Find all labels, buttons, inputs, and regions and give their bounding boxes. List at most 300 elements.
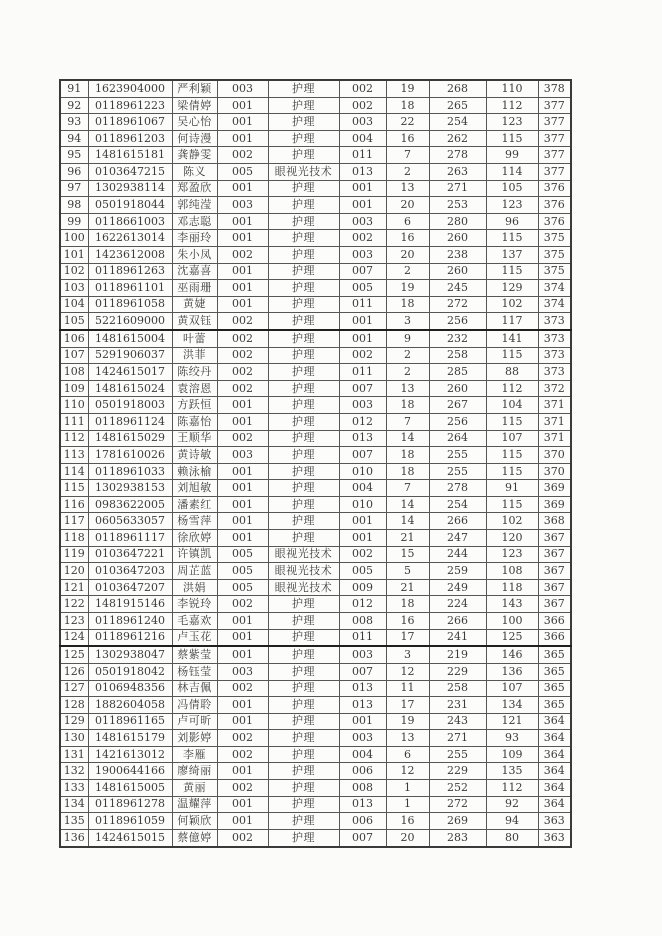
total-cell: 375 [538, 263, 571, 280]
table-row [60, 779, 571, 796]
major-cell: 护理 [268, 246, 339, 263]
score-cell: 241 [429, 629, 486, 646]
code-cell: 001 [217, 213, 268, 230]
table-row [60, 746, 571, 763]
name-cell: 徐欣婷 [172, 530, 217, 547]
score-cell: 238 [429, 246, 486, 263]
score-cell: 271 [429, 180, 486, 197]
major-cell: 护理 [268, 430, 339, 447]
major-cell: 护理 [268, 713, 339, 730]
code-cell: 001 [217, 296, 268, 313]
major-cell: 护理 [268, 629, 339, 646]
class-cell: 007 [339, 447, 386, 464]
score-cell: 253 [429, 197, 486, 214]
name-cell: 吴心怡 [172, 114, 217, 131]
seq-cell: 101 [60, 246, 88, 263]
id-cell: 0118961165 [88, 713, 172, 730]
score-cell: 258 [429, 347, 486, 364]
num-cell: 13 [386, 180, 429, 197]
id-cell: 1481915146 [88, 596, 172, 613]
total-cell: 364 [538, 763, 571, 780]
class-cell: 008 [339, 612, 386, 629]
score-cell: 102 [486, 296, 538, 313]
code-cell: 005 [217, 546, 268, 563]
seq-cell: 94 [60, 130, 88, 147]
name-cell: 毛嘉欢 [172, 612, 217, 629]
seq-cell: 120 [60, 563, 88, 580]
id-cell: 0118961117 [88, 530, 172, 547]
class-cell: 006 [339, 813, 386, 830]
table-row [60, 563, 571, 580]
major-cell: 护理 [268, 496, 339, 513]
id-cell: 0118961203 [88, 130, 172, 147]
class-cell: 003 [339, 213, 386, 230]
code-cell: 001 [217, 130, 268, 147]
class-cell: 001 [339, 530, 386, 547]
num-cell: 14 [386, 496, 429, 513]
class-cell: 006 [339, 763, 386, 780]
id-cell: 0118961067 [88, 114, 172, 131]
table-row [60, 513, 571, 530]
seq-cell: 113 [60, 447, 88, 464]
table-row [60, 829, 571, 847]
id-cell: 0118961240 [88, 612, 172, 629]
total-cell: 377 [538, 130, 571, 147]
score-cell: 255 [429, 447, 486, 464]
class-cell: 001 [339, 513, 386, 530]
id-cell: 0103647215 [88, 164, 172, 181]
class-cell: 010 [339, 463, 386, 480]
total-cell: 364 [538, 796, 571, 813]
major-cell: 护理 [268, 763, 339, 780]
seq-cell: 127 [60, 680, 88, 697]
code-cell: 001 [217, 480, 268, 497]
total-cell: 374 [538, 280, 571, 297]
score-cell: 112 [486, 97, 538, 114]
name-cell: 刘旭敏 [172, 480, 217, 497]
score-cell: 109 [486, 746, 538, 763]
id-cell: 1481615179 [88, 730, 172, 747]
score-cell: 100 [486, 612, 538, 629]
id-cell: 1882604058 [88, 697, 172, 714]
table-row [60, 347, 571, 364]
num-cell: 6 [386, 746, 429, 763]
score-cell: 247 [429, 530, 486, 547]
score-cell: 135 [486, 763, 538, 780]
score-cell: 263 [429, 164, 486, 181]
seq-cell: 109 [60, 380, 88, 397]
total-cell: 376 [538, 197, 571, 214]
score-cell: 115 [486, 230, 538, 247]
table-row [60, 646, 571, 663]
id-cell: 1421613012 [88, 746, 172, 763]
id-cell: 1781610026 [88, 447, 172, 464]
num-cell: 20 [386, 197, 429, 214]
score-cell: 231 [429, 697, 486, 714]
score-cell: 117 [486, 313, 538, 330]
name-cell: 潘素红 [172, 496, 217, 513]
score-cell: 105 [486, 180, 538, 197]
code-cell: 001 [217, 413, 268, 430]
name-cell: 巫雨珊 [172, 280, 217, 297]
score-cell: 108 [486, 563, 538, 580]
score-cell: 115 [486, 413, 538, 430]
id-cell: 1424615017 [88, 364, 172, 381]
num-cell: 18 [386, 447, 429, 464]
name-cell: 王顺华 [172, 430, 217, 447]
seq-cell: 100 [60, 230, 88, 247]
code-cell: 002 [217, 596, 268, 613]
major-cell: 护理 [268, 280, 339, 297]
id-cell: 0605633057 [88, 513, 172, 530]
name-cell: 邓志聪 [172, 213, 217, 230]
score-cell: 112 [486, 779, 538, 796]
major-cell: 护理 [268, 530, 339, 547]
table-row [60, 114, 571, 131]
score-cell: 260 [429, 230, 486, 247]
table-body [60, 80, 571, 847]
name-cell: 周芷蓝 [172, 563, 217, 580]
major-cell: 护理 [268, 447, 339, 464]
total-cell: 365 [538, 680, 571, 697]
num-cell: 16 [386, 230, 429, 247]
class-cell: 001 [339, 197, 386, 214]
score-cell: 115 [486, 447, 538, 464]
score-cell: 114 [486, 164, 538, 181]
seq-cell: 108 [60, 364, 88, 381]
num-cell: 3 [386, 313, 429, 330]
table-row [60, 130, 571, 147]
seq-cell: 99 [60, 213, 88, 230]
table-row [60, 480, 571, 497]
table-row [60, 813, 571, 830]
score-cell: 268 [429, 80, 486, 97]
seq-cell: 98 [60, 197, 88, 214]
table-row [60, 180, 571, 197]
num-cell: 9 [386, 330, 429, 347]
score-cell: 252 [429, 779, 486, 796]
seq-cell: 96 [60, 164, 88, 181]
id-cell: 1302938047 [88, 646, 172, 663]
name-cell: 冯倩聆 [172, 697, 217, 714]
code-cell: 002 [217, 246, 268, 263]
class-cell: 008 [339, 779, 386, 796]
score-cell: 278 [429, 480, 486, 497]
id-cell: 1302938153 [88, 480, 172, 497]
score-cell: 125 [486, 629, 538, 646]
num-cell: 18 [386, 463, 429, 480]
seq-cell: 116 [60, 496, 88, 513]
major-cell: 护理 [268, 779, 339, 796]
table-row [60, 147, 571, 164]
score-cell: 99 [486, 147, 538, 164]
score-cell: 107 [486, 430, 538, 447]
code-cell: 005 [217, 164, 268, 181]
name-cell: 方跃恒 [172, 397, 217, 414]
class-cell: 001 [339, 330, 386, 347]
name-cell: 杨钰莹 [172, 663, 217, 680]
table-row [60, 164, 571, 181]
id-cell: 0983622005 [88, 496, 172, 513]
name-cell: 黄双钰 [172, 313, 217, 330]
score-cell: 254 [429, 496, 486, 513]
total-cell: 369 [538, 496, 571, 513]
id-cell: 0501918042 [88, 663, 172, 680]
major-cell: 护理 [268, 480, 339, 497]
num-cell: 1 [386, 779, 429, 796]
score-cell: 123 [486, 197, 538, 214]
major-cell: 护理 [268, 197, 339, 214]
seq-cell: 103 [60, 280, 88, 297]
score-cell: 255 [429, 746, 486, 763]
seq-cell: 93 [60, 114, 88, 131]
id-cell: 1623904000 [88, 80, 172, 97]
score-cell: 143 [486, 596, 538, 613]
score-cell: 92 [486, 796, 538, 813]
major-cell: 护理 [268, 80, 339, 97]
total-cell: 368 [538, 513, 571, 530]
total-cell: 364 [538, 713, 571, 730]
class-cell: 011 [339, 296, 386, 313]
total-cell: 370 [538, 447, 571, 464]
seq-cell: 114 [60, 463, 88, 480]
score-cell: 262 [429, 130, 486, 147]
total-cell: 378 [538, 80, 571, 97]
total-cell: 377 [538, 164, 571, 181]
num-cell: 13 [386, 730, 429, 747]
num-cell: 21 [386, 530, 429, 547]
num-cell: 2 [386, 263, 429, 280]
name-cell: 刘影婷 [172, 730, 217, 747]
code-cell: 001 [217, 629, 268, 646]
total-cell: 371 [538, 397, 571, 414]
seq-cell: 133 [60, 779, 88, 796]
major-cell: 护理 [268, 813, 339, 830]
class-cell: 007 [339, 380, 386, 397]
class-cell: 002 [339, 230, 386, 247]
major-cell: 护理 [268, 829, 339, 847]
score-cell: 267 [429, 397, 486, 414]
table-row [60, 263, 571, 280]
class-cell: 002 [339, 546, 386, 563]
name-cell: 黄诗敏 [172, 447, 217, 464]
score-cell: 244 [429, 546, 486, 563]
table-row [60, 430, 571, 447]
major-cell: 护理 [268, 213, 339, 230]
id-cell: 0501918003 [88, 397, 172, 414]
score-cell: 280 [429, 213, 486, 230]
seq-cell: 135 [60, 813, 88, 830]
class-cell: 011 [339, 147, 386, 164]
total-cell: 367 [538, 563, 571, 580]
name-cell: 卢玉花 [172, 629, 217, 646]
name-cell: 龚静雯 [172, 147, 217, 164]
score-cell: 93 [486, 730, 538, 747]
seq-cell: 111 [60, 413, 88, 430]
seq-cell: 121 [60, 579, 88, 596]
total-cell: 367 [538, 546, 571, 563]
num-cell: 19 [386, 713, 429, 730]
major-cell: 护理 [268, 646, 339, 663]
table-row [60, 530, 571, 547]
major-cell: 护理 [268, 263, 339, 280]
major-cell: 眼视光技术 [268, 563, 339, 580]
code-cell: 001 [217, 496, 268, 513]
table-row [60, 364, 571, 381]
code-cell: 001 [217, 97, 268, 114]
score-cell: 121 [486, 713, 538, 730]
class-cell: 001 [339, 313, 386, 330]
seq-cell: 92 [60, 97, 88, 114]
seq-cell: 125 [60, 646, 88, 663]
table-row [60, 612, 571, 629]
score-cell: 104 [486, 397, 538, 414]
major-cell: 护理 [268, 114, 339, 131]
code-cell: 002 [217, 430, 268, 447]
code-cell: 001 [217, 697, 268, 714]
code-cell: 001 [217, 463, 268, 480]
class-cell: 013 [339, 796, 386, 813]
seq-cell: 106 [60, 330, 88, 347]
num-cell: 12 [386, 763, 429, 780]
num-cell: 16 [386, 612, 429, 629]
score-cell: 283 [429, 829, 486, 847]
table-row [60, 629, 571, 646]
code-cell: 001 [217, 397, 268, 414]
num-cell: 3 [386, 646, 429, 663]
total-cell: 366 [538, 629, 571, 646]
score-cell: 229 [429, 763, 486, 780]
code-cell: 002 [217, 779, 268, 796]
major-cell: 护理 [268, 97, 339, 114]
table-row [60, 447, 571, 464]
major-cell: 护理 [268, 347, 339, 364]
major-cell: 护理 [268, 697, 339, 714]
code-cell: 002 [217, 680, 268, 697]
table-row [60, 730, 571, 747]
class-cell: 002 [339, 347, 386, 364]
name-cell: 郭纯滢 [172, 197, 217, 214]
score-cell: 129 [486, 280, 538, 297]
score-cell: 255 [429, 463, 486, 480]
table-row [60, 197, 571, 214]
code-cell: 003 [217, 197, 268, 214]
table-row [60, 380, 571, 397]
class-cell: 013 [339, 164, 386, 181]
name-cell: 廖绮丽 [172, 763, 217, 780]
total-cell: 365 [538, 697, 571, 714]
score-cell: 258 [429, 680, 486, 697]
seq-cell: 134 [60, 796, 88, 813]
score-cell: 115 [486, 496, 538, 513]
seq-cell: 115 [60, 480, 88, 497]
score-cell: 256 [429, 313, 486, 330]
score-cell: 120 [486, 530, 538, 547]
total-cell: 371 [538, 413, 571, 430]
code-cell: 001 [217, 813, 268, 830]
score-cell: 256 [429, 413, 486, 430]
id-cell: 1481615005 [88, 779, 172, 796]
score-cell: 123 [486, 546, 538, 563]
id-cell: 0118661003 [88, 213, 172, 230]
code-cell: 001 [217, 280, 268, 297]
seq-cell: 123 [60, 612, 88, 629]
id-cell: 1423612008 [88, 246, 172, 263]
major-cell: 护理 [268, 730, 339, 747]
code-cell: 002 [217, 380, 268, 397]
num-cell: 22 [386, 114, 429, 131]
num-cell: 6 [386, 213, 429, 230]
class-cell: 003 [339, 246, 386, 263]
code-cell: 002 [217, 730, 268, 747]
total-cell: 374 [538, 296, 571, 313]
total-cell: 377 [538, 97, 571, 114]
code-cell: 003 [217, 663, 268, 680]
name-cell: 梁倩婷 [172, 97, 217, 114]
table-row [60, 413, 571, 430]
num-cell: 14 [386, 513, 429, 530]
name-cell: 沈嘉喜 [172, 263, 217, 280]
score-cell: 224 [429, 596, 486, 613]
score-cell: 266 [429, 612, 486, 629]
major-cell: 护理 [268, 612, 339, 629]
id-cell: 1900644166 [88, 763, 172, 780]
name-cell: 洪娟 [172, 579, 217, 596]
score-cell: 134 [486, 697, 538, 714]
major-cell: 护理 [268, 180, 339, 197]
num-cell: 20 [386, 829, 429, 847]
code-cell: 005 [217, 563, 268, 580]
name-cell: 何颖欣 [172, 813, 217, 830]
num-cell: 18 [386, 596, 429, 613]
score-cell: 107 [486, 680, 538, 697]
class-cell: 013 [339, 697, 386, 714]
id-cell: 1622613014 [88, 230, 172, 247]
score-cell: 259 [429, 563, 486, 580]
table-row [60, 397, 571, 414]
score-cell: 278 [429, 147, 486, 164]
name-cell: 陈义 [172, 164, 217, 181]
seq-cell: 118 [60, 530, 88, 547]
major-cell: 护理 [268, 130, 339, 147]
num-cell: 13 [386, 380, 429, 397]
score-cell: 272 [429, 796, 486, 813]
num-cell: 15 [386, 546, 429, 563]
major-cell: 眼视光技术 [268, 579, 339, 596]
num-cell: 2 [386, 364, 429, 381]
num-cell: 17 [386, 629, 429, 646]
total-cell: 376 [538, 180, 571, 197]
code-cell: 001 [217, 180, 268, 197]
seq-cell: 128 [60, 697, 88, 714]
score-cell: 243 [429, 713, 486, 730]
seq-cell: 136 [60, 829, 88, 847]
seq-cell: 91 [60, 80, 88, 97]
total-cell: 367 [538, 579, 571, 596]
name-cell: 蔡億婷 [172, 829, 217, 847]
code-cell: 001 [217, 114, 268, 131]
code-cell: 002 [217, 147, 268, 164]
num-cell: 18 [386, 397, 429, 414]
total-cell: 365 [538, 663, 571, 680]
major-cell: 护理 [268, 663, 339, 680]
code-cell: 001 [217, 612, 268, 629]
class-cell: 001 [339, 180, 386, 197]
score-cell: 254 [429, 114, 486, 131]
class-cell: 003 [339, 397, 386, 414]
code-cell: 001 [217, 263, 268, 280]
score-cell: 80 [486, 829, 538, 847]
